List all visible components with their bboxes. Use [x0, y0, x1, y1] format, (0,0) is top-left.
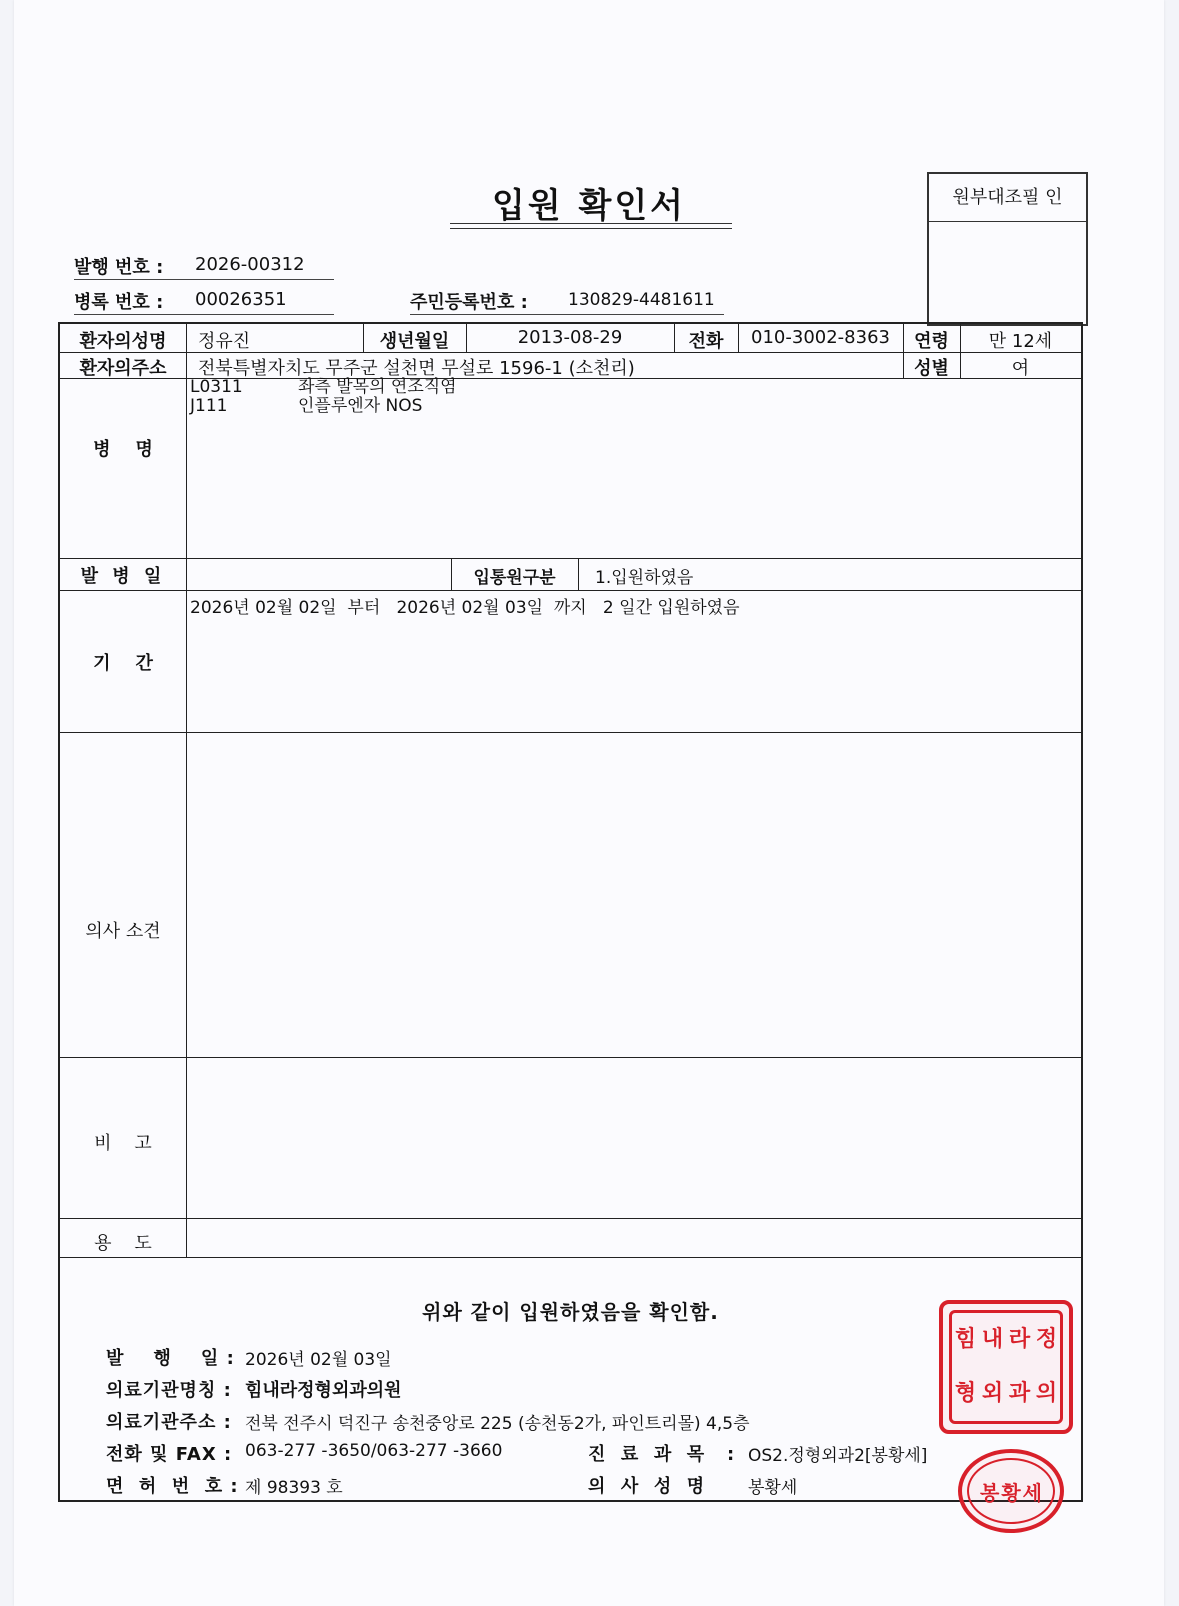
period-value: 2026년 02월 02일 부터 2026년 02월 03일 까지 2 일간 입원하였음: [190, 598, 740, 618]
sex-value: 여: [1011, 358, 1030, 379]
license-number-value: 제 98393 호: [245, 1478, 343, 1498]
document-title: 입원 확인서: [491, 186, 687, 226]
phone-fax-label: 전화 및 FAX :: [106, 1444, 233, 1465]
seal-char: 세: [1022, 1480, 1042, 1505]
institution-name-label: 의료기관명칭 :: [106, 1380, 232, 1401]
diagnosis-code: J111: [190, 396, 228, 416]
confirmation-statement: 위와 같이 입원하였음을 확인함.: [422, 1300, 719, 1324]
issue-number-underline: [74, 279, 334, 280]
diagnosis-code: L0311: [190, 377, 243, 397]
onset-date-label: 발 병 일: [80, 566, 166, 587]
row-divider: [60, 1057, 1081, 1058]
patient-name-value: 정유진: [198, 331, 251, 352]
phone-label: 전화: [688, 331, 724, 352]
remarks-label: 비 고: [94, 1133, 152, 1154]
diagnosis-name: 좌측 발목의 연조직염: [298, 377, 457, 397]
birth-date-value: 2013-08-29: [517, 327, 623, 348]
seal-char: 형: [954, 1381, 977, 1406]
institution-address-label: 의료기관주소 :: [106, 1412, 232, 1433]
row-divider: [60, 1218, 1081, 1219]
license-number-label: 면 허 번 호 :: [106, 1476, 239, 1497]
issue-number-label: 발행 번호 :: [74, 257, 164, 278]
doctor-opinion-label: 의사 소견: [85, 921, 161, 942]
phone-value: 010-3002-8363: [751, 327, 890, 348]
approval-box: [927, 172, 1088, 326]
resident-number-value: 130829-4481611: [568, 290, 715, 310]
document-sheet: [14, 0, 1164, 1606]
seal-char: 외: [981, 1381, 1004, 1406]
resident-number-label: 주민등록번호 :: [410, 292, 528, 313]
visit-type-value: 1.입원하였음: [595, 568, 694, 588]
issue-date-value: 2026년 02월 03일: [245, 1350, 392, 1370]
row-divider: [60, 590, 1081, 591]
age-value: 만 12세: [988, 331, 1053, 352]
diagnosis-name: 인플루엔자 NOS: [298, 396, 423, 416]
patient-name-label: 환자의성명: [79, 331, 167, 352]
diagnosis-item: [190, 378, 457, 397]
row-divider: [60, 558, 1081, 559]
seal-char: 힘: [954, 1327, 977, 1352]
doctor-seal-inner: [967, 1458, 1055, 1524]
record-number-underline: [74, 314, 334, 315]
birth-date-label: 생년월일: [379, 331, 450, 352]
visit-type-label: 입통원구분: [473, 568, 556, 588]
seal-char: 황: [1001, 1480, 1021, 1505]
diagnosis-list: [190, 378, 457, 416]
row-divider: [60, 732, 1081, 733]
label-column-divider: [186, 324, 187, 1257]
seal-char: 과: [1008, 1381, 1031, 1406]
resident-number-underline: [410, 314, 724, 315]
sex-label: 성별: [914, 358, 949, 379]
seal-char: 라: [1008, 1327, 1031, 1352]
form-grid: [58, 322, 1083, 1502]
institution-seal-inner: [949, 1310, 1063, 1424]
title-underline: [450, 228, 732, 229]
doctor-seal-stamp: [958, 1449, 1064, 1533]
record-number-label: 병록 번호 :: [74, 292, 164, 313]
seal-char: 봉: [980, 1480, 1000, 1505]
purpose-label: 용 도: [94, 1233, 152, 1254]
col-divider: [578, 558, 579, 590]
doctor-name-label: 의 사 성 명: [588, 1476, 706, 1497]
issue-number-value: 2026-00312: [195, 254, 305, 275]
doctor-name-value: 봉황세: [748, 1478, 798, 1498]
phone-fax-value: 063-277 -3650/063-277 -3660: [245, 1441, 503, 1461]
department-label: 진 료 과 목 :: [588, 1444, 736, 1465]
patient-address-value: 전북특별자치도 무주군 설천면 무설로 1596-1 (소천리): [198, 358, 635, 379]
institution-seal-stamp: [939, 1300, 1073, 1434]
approval-box-header: 원부대조필 인: [929, 174, 1086, 222]
patient-address-label: 환자의주소: [79, 358, 167, 379]
seal-char: 의: [1035, 1381, 1058, 1406]
diagnosis-item: [190, 397, 457, 416]
institution-address-value: 전북 전주시 덕진구 송천중앙로 225 (송천동2가, 파인트리몰) 4,5층: [245, 1414, 750, 1434]
row-divider: [60, 1257, 1081, 1258]
seal-char: 내: [981, 1327, 1004, 1352]
department-value: OS2.정형외과2[봉황세]: [748, 1446, 928, 1466]
issue-date-label: 발 행 일 :: [106, 1348, 235, 1369]
age-label: 연령: [914, 331, 949, 352]
diagnosis-label: 병 명: [93, 439, 153, 460]
period-label: 기 간: [93, 653, 153, 674]
institution-name-value: 힘내라정형외과의원: [245, 1380, 402, 1401]
record-number-value: 00026351: [195, 289, 287, 310]
title-underline: [450, 223, 732, 224]
seal-char: 정: [1035, 1327, 1058, 1352]
